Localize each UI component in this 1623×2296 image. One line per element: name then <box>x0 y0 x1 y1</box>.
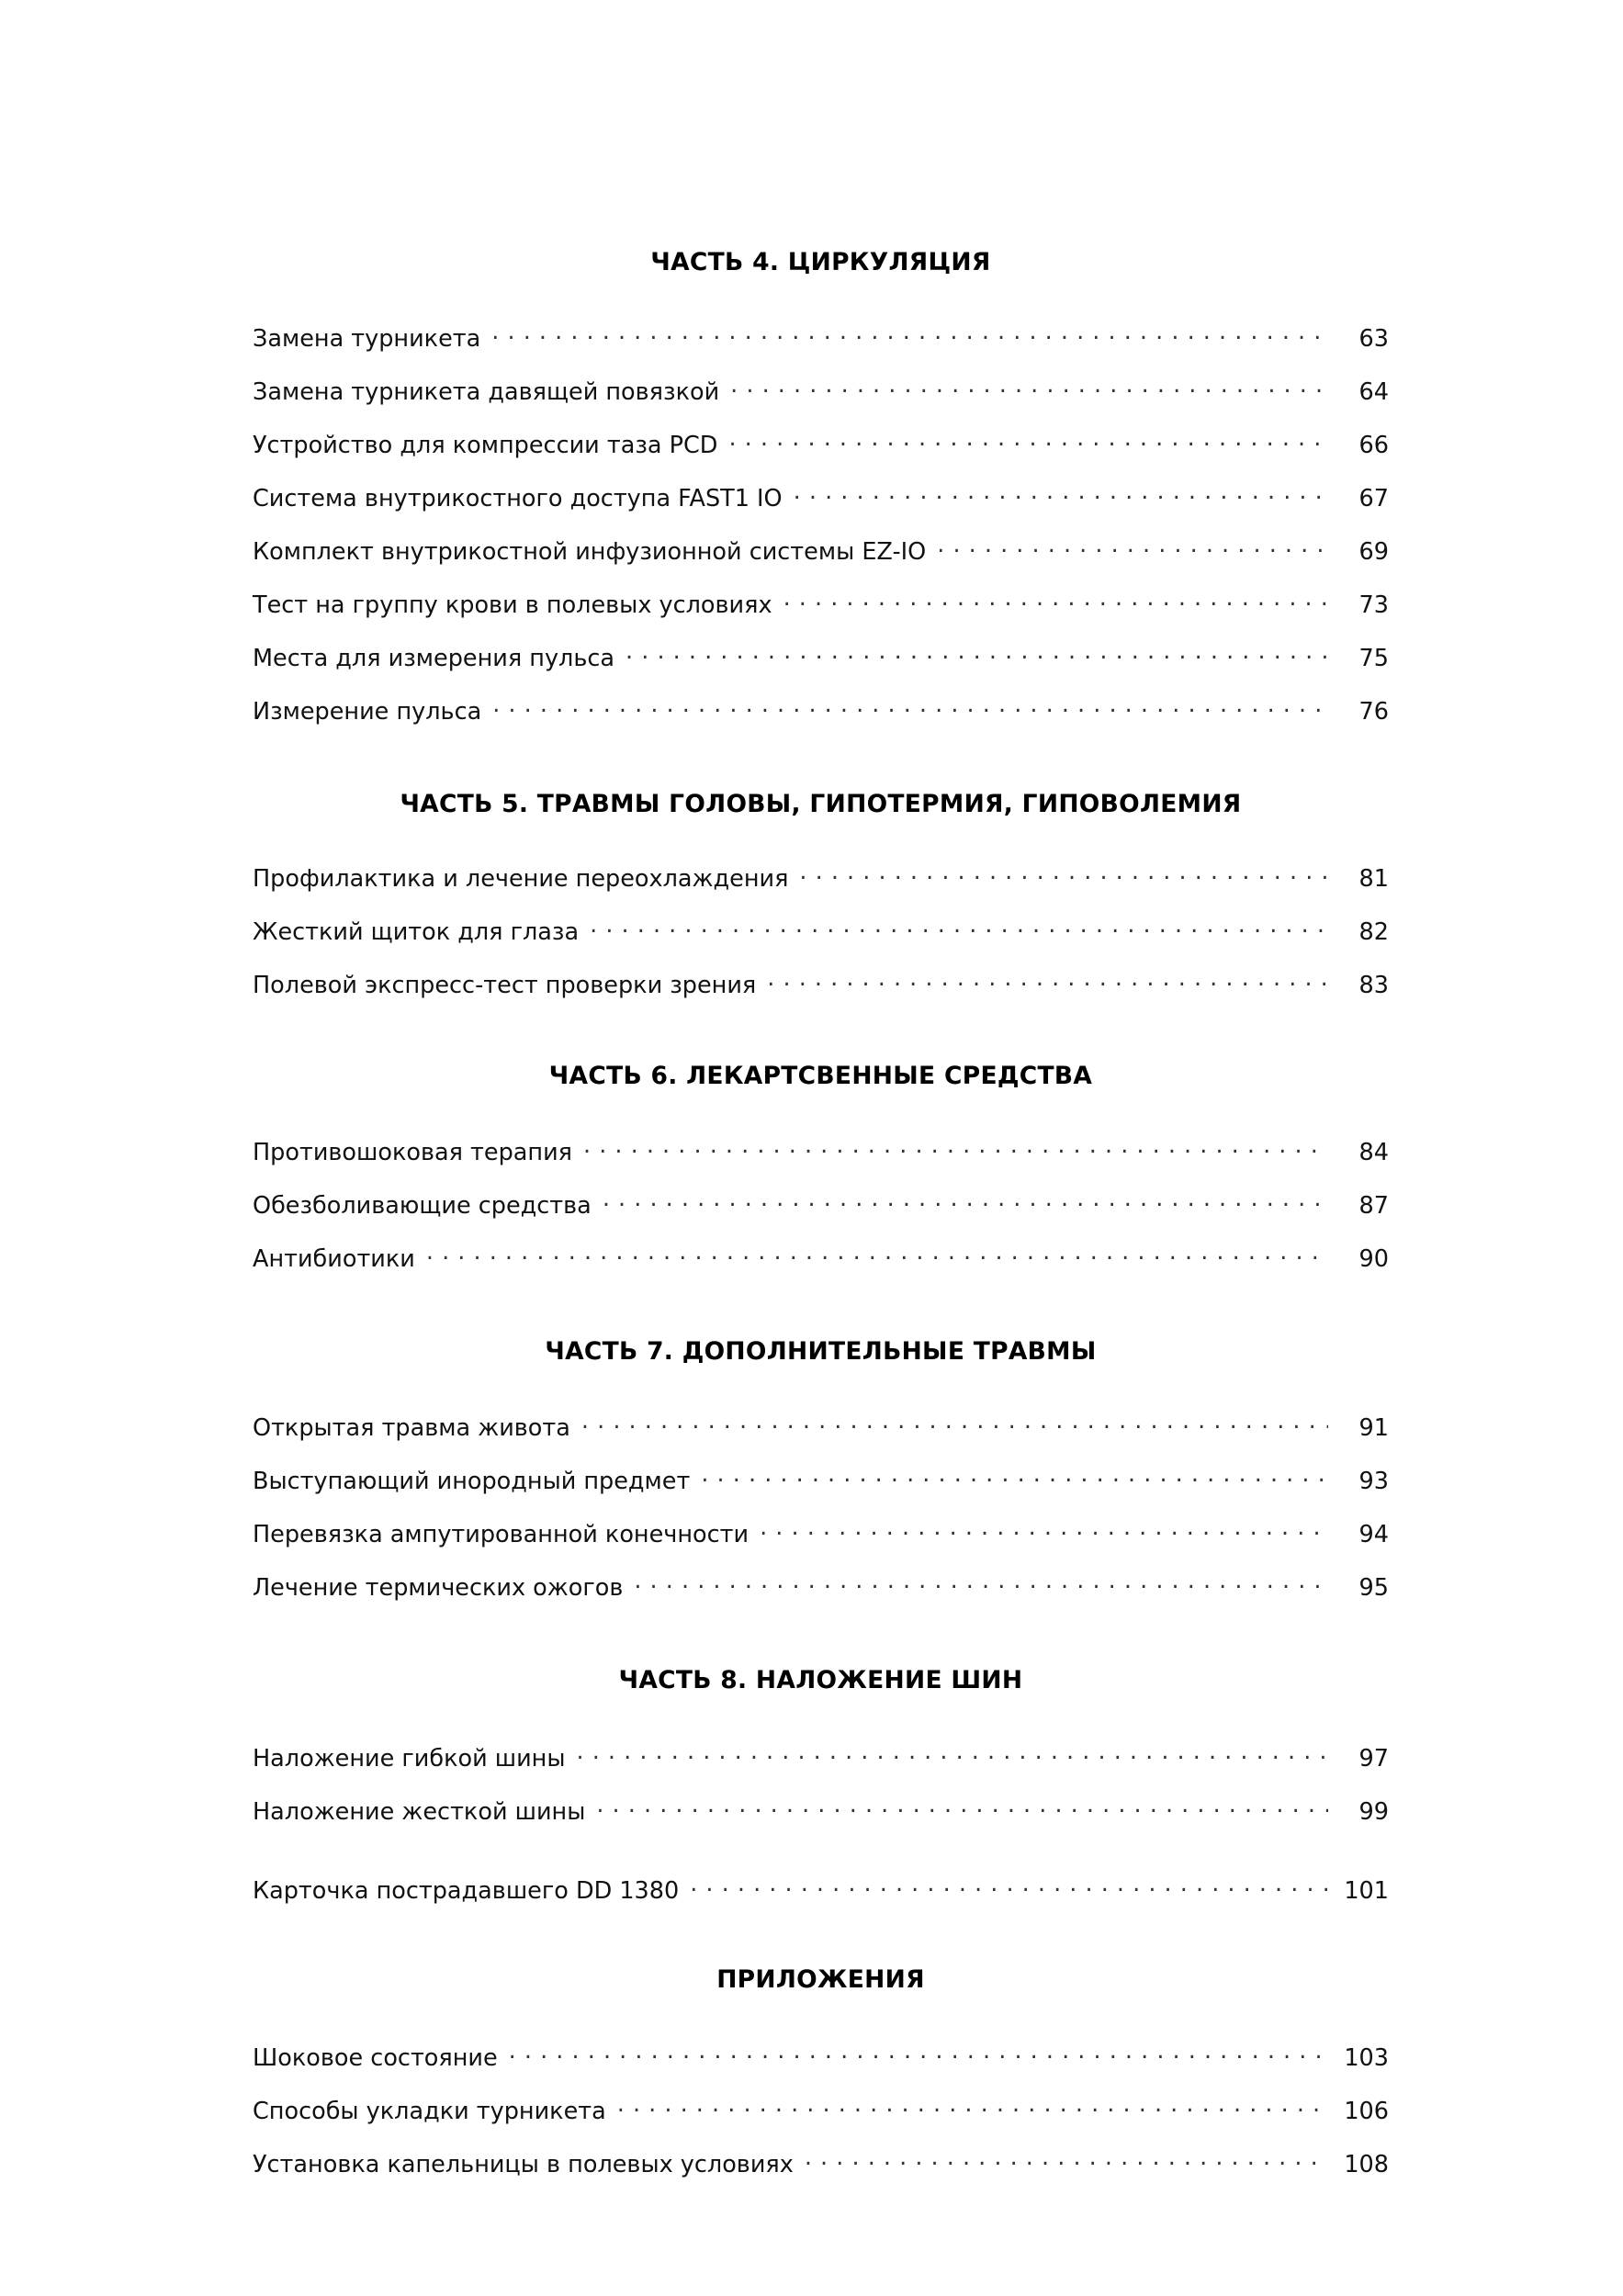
toc-entry-label: Замена турникета <box>253 324 481 353</box>
toc-entry-label: Жесткий щиток для глаза <box>253 917 580 946</box>
toc-leader-dots <box>509 2042 1328 2065</box>
toc-leader-dots <box>690 1874 1328 1898</box>
toc-entry[interactable] <box>253 535 1389 564</box>
toc-leader-dots <box>937 535 1328 559</box>
toc-section <box>253 1666 1389 1903</box>
toc-entry-page: 106 <box>1344 2097 1389 2125</box>
toc-entry-page: 87 <box>1358 1191 1389 1220</box>
toc-list <box>253 1412 1389 1600</box>
toc-entry[interactable] <box>253 1571 1389 1600</box>
toc-entry-page: 81 <box>1358 864 1389 893</box>
toc-leader-dots <box>730 376 1328 400</box>
toc-entry-page: 82 <box>1358 917 1389 946</box>
toc-entry-page: 99 <box>1358 1797 1389 1826</box>
toc-entry[interactable] <box>253 1465 1389 1493</box>
toc-entry-label: Обезболивающие средства <box>253 1191 592 1220</box>
toc-leader-dots <box>634 1571 1328 1595</box>
toc-entry-page: 84 <box>1358 1138 1389 1166</box>
toc-entry-page: 90 <box>1358 1244 1389 1273</box>
toc-entry-page: 69 <box>1358 537 1389 566</box>
toc-section <box>253 790 1389 997</box>
toc-section <box>253 1965 1389 2177</box>
toc-entry-label: Система внутрикостного доступа FAST1 IO <box>253 484 783 512</box>
toc-leader-dots <box>492 695 1328 719</box>
toc-entry[interactable] <box>253 2148 1389 2177</box>
toc-leader-dots <box>583 1136 1328 1160</box>
toc-leader-dots <box>701 1465 1328 1489</box>
toc-entry-label: Антибиотики <box>253 1244 415 1273</box>
toc-entry-page: 67 <box>1358 484 1389 512</box>
toc-entry[interactable] <box>253 695 1389 724</box>
toc-leader-dots <box>426 1243 1328 1266</box>
toc-entry-page: 73 <box>1358 591 1389 619</box>
toc-entry[interactable] <box>253 916 1389 944</box>
toc-entry[interactable] <box>253 322 1389 351</box>
toc-list <box>253 2042 1389 2177</box>
toc-entry[interactable] <box>253 1136 1389 1165</box>
toc-leader-dots <box>596 1795 1328 1819</box>
toc-leader-dots <box>767 969 1328 993</box>
toc-entry[interactable] <box>253 589 1389 617</box>
toc-entry[interactable] <box>253 1412 1389 1440</box>
toc-section <box>253 1337 1389 1600</box>
toc-entry-label: Лечение термических ожогов <box>253 1573 624 1602</box>
toc-entry-label: Замена турникета давящей повязкой <box>253 377 720 406</box>
toc-entry-page: 63 <box>1358 324 1389 353</box>
toc-leader-dots <box>581 1412 1328 1435</box>
toc-entry-label: Комплект внутрикостной инфузионной системы EZ-IO <box>253 537 927 566</box>
toc-entry[interactable] <box>253 1243 1389 1271</box>
toc-leader-dots <box>783 589 1328 613</box>
toc-leader-dots <box>491 322 1328 346</box>
toc-leader-dots <box>626 642 1328 666</box>
toc-list <box>253 1136 1389 1271</box>
toc-entry-label: Способы укладки турникета <box>253 2097 606 2125</box>
toc-leader-dots <box>794 482 1328 506</box>
toc-entry-label: Места для измерения пульса <box>253 644 615 672</box>
section-title: ЧАСТЬ 8. НАЛОЖЕНИЕ ШИН <box>618 1666 1023 1694</box>
toc-leader-dots <box>590 916 1328 940</box>
toc-entry-label: Тест на группу крови в полевых условиях <box>253 591 772 619</box>
toc-entry[interactable] <box>253 1874 1389 1903</box>
toc-entry-label: Установка капельницы в полевых условиях <box>253 2150 794 2178</box>
section-title: ЧАСТЬ 4. ЦИРКУЛЯЦИЯ <box>650 248 991 276</box>
toc-entry-label: Карточка пострадавшего DD 1380 <box>253 1876 680 1905</box>
toc-entry-page: 101 <box>1344 1876 1389 1905</box>
toc-entry[interactable] <box>253 2095 1389 2123</box>
section-title: ЧАСТЬ 7. ДОПОЛНИТЕЛЬНЫЕ ТРАВМЫ <box>545 1337 1097 1366</box>
section-title: ПРИЛОЖЕНИЯ <box>716 1965 925 1994</box>
toc-entry[interactable] <box>253 429 1389 457</box>
toc-list <box>253 862 1389 997</box>
toc-leader-dots <box>617 2095 1328 2119</box>
toc-section <box>253 1062 1389 1271</box>
section-title: ЧАСТЬ 6. ЛЕКАРТСВЕННЫЕ СРЕДСТВА <box>548 1062 1093 1090</box>
toc-entry[interactable] <box>253 642 1389 670</box>
toc-entry-page: 66 <box>1358 431 1389 459</box>
toc-leader-dots <box>760 1518 1328 1542</box>
toc-entry[interactable] <box>253 1518 1389 1547</box>
toc-entry-label: Наложение жесткой шины <box>253 1797 586 1826</box>
toc-entry-page: 95 <box>1358 1573 1389 1602</box>
toc-entry-label: Измерение пульса <box>253 697 482 726</box>
section-title: ЧАСТЬ 5. ТРАВМЫ ГОЛОВЫ, ГИПОТЕРМИЯ, ГИПОВОЛЕМИЯ <box>400 790 1242 818</box>
toc-leader-dots <box>805 2148 1328 2172</box>
toc-entry[interactable] <box>253 2042 1389 2070</box>
toc-leader-dots <box>728 429 1328 453</box>
toc-entry-page: 93 <box>1358 1467 1389 1495</box>
toc-leader-dots <box>577 1742 1329 1766</box>
toc-section <box>253 248 1389 724</box>
toc-entry-page: 97 <box>1358 1744 1389 1773</box>
toc-entry[interactable] <box>253 1742 1389 1771</box>
toc-entry[interactable] <box>253 482 1389 511</box>
toc-entry-page: 83 <box>1358 971 1389 999</box>
toc-entry[interactable] <box>253 376 1389 404</box>
toc-entry-page: 108 <box>1344 2150 1389 2178</box>
toc-entry-page: 94 <box>1358 1520 1389 1548</box>
toc-entry-label: Противошоковая терапия <box>253 1138 572 1166</box>
toc-entry-page: 64 <box>1358 377 1389 406</box>
toc-entry[interactable] <box>253 1795 1389 1824</box>
toc-entry-page: 91 <box>1358 1413 1389 1442</box>
toc-list <box>253 1742 1389 1903</box>
toc-leader-dots <box>799 862 1328 886</box>
toc-list <box>253 322 1389 724</box>
toc-entry-page: 103 <box>1344 2043 1389 2072</box>
toc-leader-dots <box>603 1189 1328 1213</box>
toc-entry[interactable] <box>253 1189 1389 1218</box>
toc-entry-page: 75 <box>1358 644 1389 672</box>
toc-entry-label: Полевой экспресс-тест проверки зрения <box>253 971 757 999</box>
toc-entry-label: Открытая травма живота <box>253 1413 570 1442</box>
toc-entry[interactable] <box>253 969 1389 997</box>
toc-entry-label: Перевязка ампутированной конечности <box>253 1520 750 1548</box>
toc-entry-label: Шоковое состояние <box>253 2043 498 2072</box>
toc-entry-label: Выступающий инородный предмет <box>253 1467 691 1495</box>
toc-entry[interactable] <box>253 862 1389 891</box>
toc-entry-label: Наложение гибкой шины <box>253 1744 566 1773</box>
toc-entry-label: Профилактика и лечение переохлаждения <box>253 864 789 893</box>
toc-entry-page: 76 <box>1358 697 1389 726</box>
toc-entry-label: Устройство для компрессии таза PCD <box>253 431 718 459</box>
